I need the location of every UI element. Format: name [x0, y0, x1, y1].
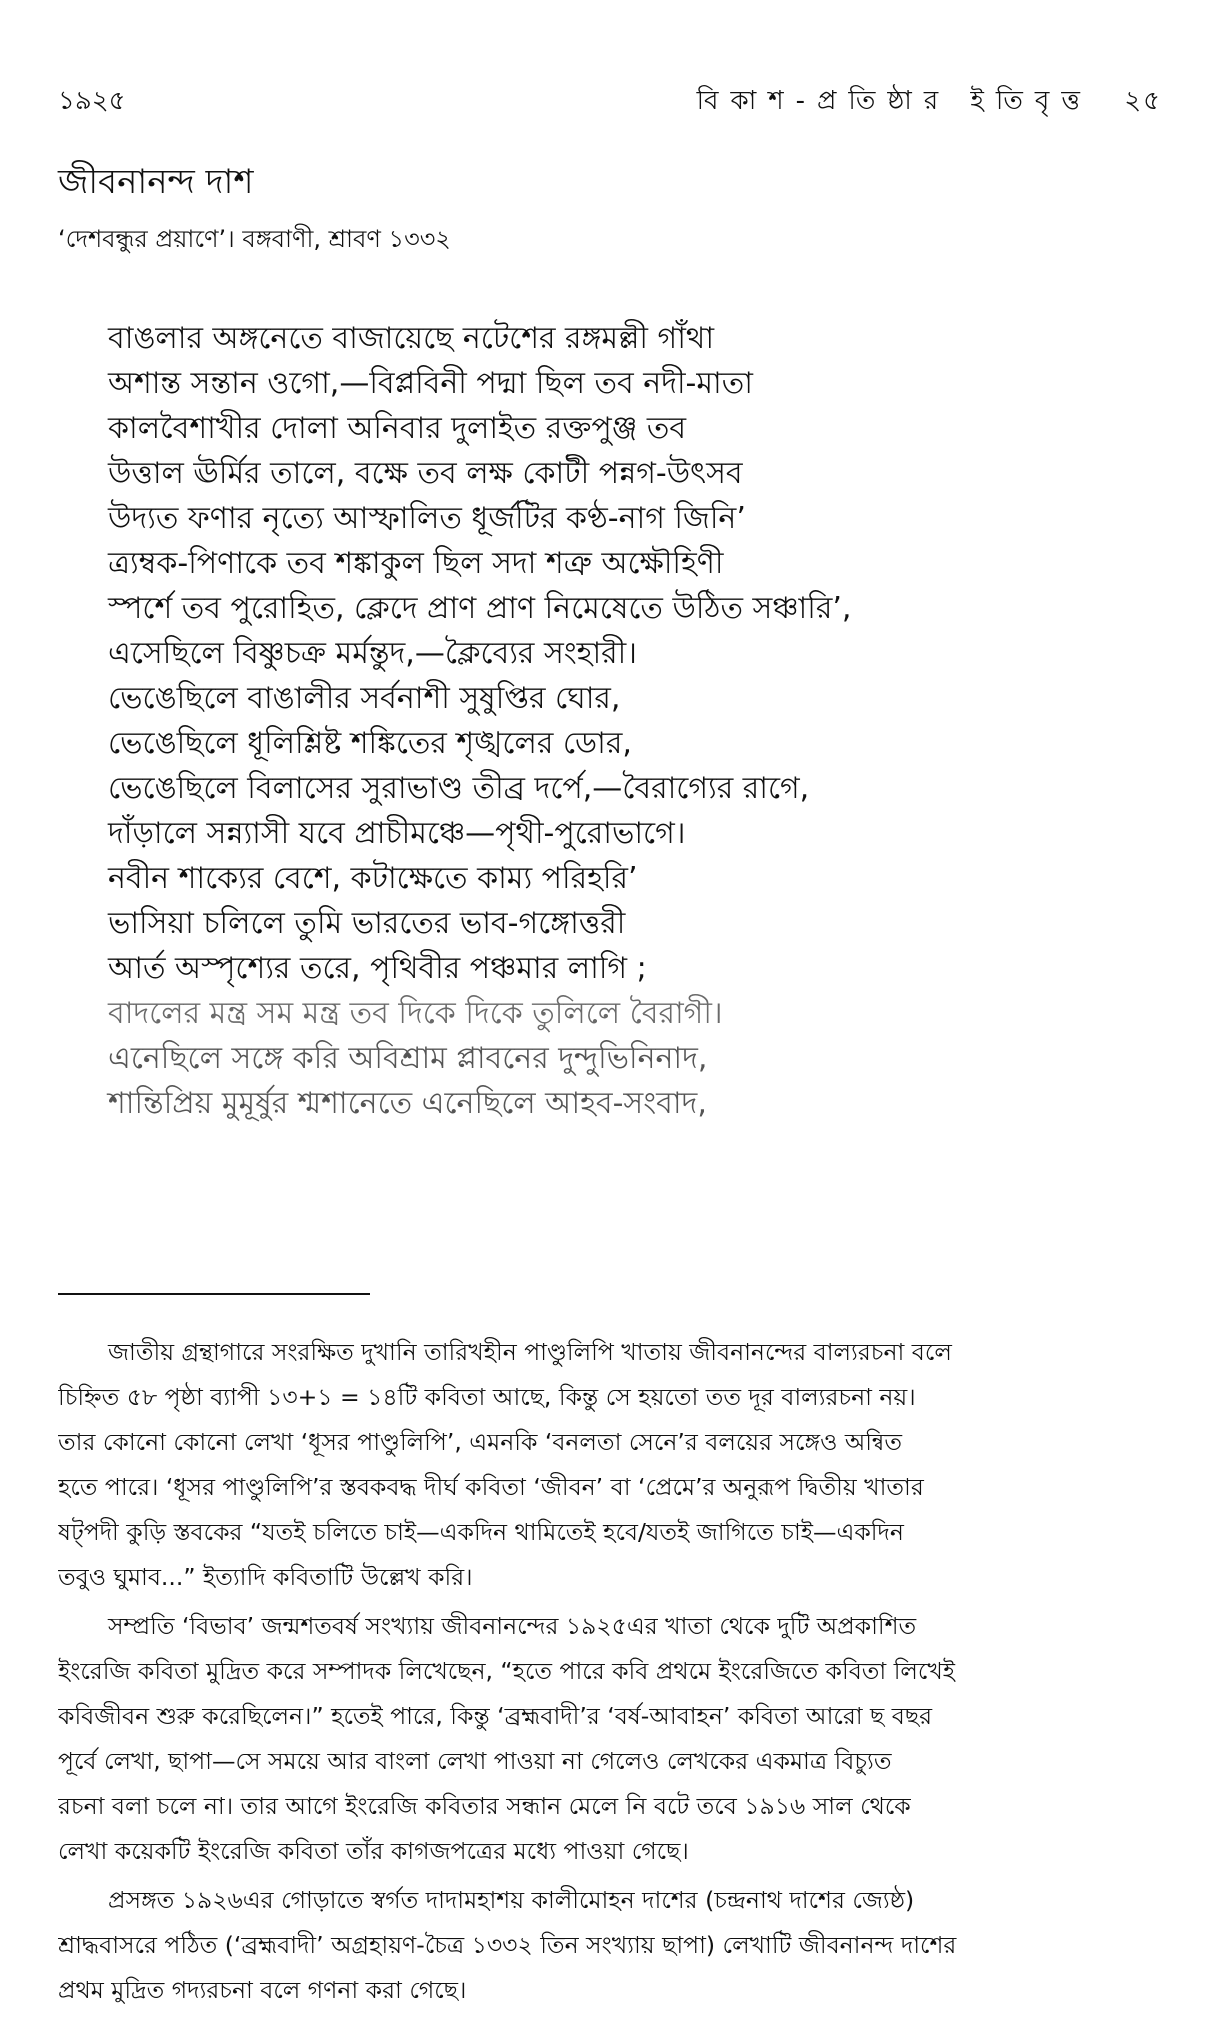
footnote-line: ইংরেজি কবিতা মুদ্রিত করে সম্পাদক লিখেছেন, “হতে পারে কবি প্রথমে ইংরেজিতে কবিতা লিখেই — [58, 1657, 956, 1685]
poem-line: শান্তিপ্রিয় মুমূর্ষুর শ্মশানেতে এনেছিলে আহব-সংবাদ, — [108, 1086, 707, 1121]
poem-line: উত্তাল ঊর্মির তালে, বক্ষে তব লক্ষ কোটী পন্নগ-উৎসব — [108, 456, 743, 491]
poem-line: এনেছিলে সঙ্গে করি অবিশ্রাম প্লাবনের দুন্দুভিনিনাদ, — [108, 1041, 708, 1076]
footnote-line: সম্প্রতি ‘বিভাব’ জন্মশতবর্ষ সংখ্যায় জীবনানন্দের ১৯২৫এর খাতা থেকে দুটি অপ্রকাশিত — [108, 1612, 917, 1640]
running-header — [58, 80, 1162, 120]
poem-line: আর্ত অস্পৃশ্যের তরে, পৃথিবীর পঞ্চমার লাগি ; — [108, 951, 647, 986]
footnote-line: তবুও ঘুমাব...” ইত্যাদি কবিতাটি উল্লেখ করি। — [58, 1563, 473, 1591]
footnote-line: লেখা কয়েকটি ইংরেজি কবিতা তাঁর কাগজপত্রের মধ্যে পাওয়া গেছে। — [58, 1837, 689, 1865]
footnote-line: কবিজীবন শুরু করেছিলেন।” হতেই পারে, কিন্তু ‘ব্রহ্মবাদী’র ‘বর্ষ-আবাহন’ কবিতা আরো ছ বছর — [58, 1702, 933, 1730]
footnote-paragraph — [58, 1604, 1158, 1874]
poem-line: নবীন শাক্যের বেশে, কটাক্ষেতে কাম্য পরিহরি’ — [108, 861, 638, 896]
header-year: ১৯২৫ — [58, 86, 126, 116]
poem-line: উদ্যত ফণার নৃত্যে আস্ফালিত ধূর্জটির কণ্ঠ-নাগ জিনি’ — [108, 501, 746, 536]
footnote-line: প্রথম মুদ্রিত গদ্যরচনা বলে গণনা করা গেছে। — [58, 1976, 467, 2004]
poem-body — [108, 316, 1108, 1126]
poem-line: কালবৈশাখীর দোলা অনিবার দুলাইত রক্তপুঞ্জ তব — [108, 411, 687, 446]
poem-line: স্পর্শে তব পুরোহিত, ক্লেদে প্রাণ প্রাণ নিমেষেতে উঠিত সঞ্চারি’, — [108, 591, 852, 626]
footnote-line: তার কোনো কোনো লেখা ‘ধূসর পাণ্ডুলিপি’, এমনকি ‘বনলতা সেনে’র বলয়ের সঙ্গেও অন্বিত — [58, 1428, 903, 1456]
footnote-separator — [58, 1293, 370, 1295]
poem-line: এসেছিলে বিষ্ণুচক্র মর্মন্তুদ,—ক্লৈব্যের সংহারী। — [108, 636, 637, 671]
footnote-line: রচনা বলা চলে না। তার আগে ইংরেজি কবিতার সন্ধান মেলে নি বটে তবে ১৯১৬ সাল থেকে — [58, 1792, 911, 1820]
poem-line: দাঁড়ালে সন্ন্যাসী যবে প্রাচীমঞ্চে—পৃথী-পুরোভাগে। — [108, 816, 686, 851]
poem-line: বাদলের মন্ত্র সম মন্ত্র তব দিকে দিকে তুলিলে বৈরাগী। — [108, 996, 723, 1031]
footnote-line: প্রসঙ্গত ১৯২৬এর গোড়াতে স্বর্গত দাদামহাশয় কালীমোহন দাশের (চন্দ্রনাথ দাশের জ্যেষ্ঠ) — [108, 1886, 915, 1914]
poem-line: অশান্ত সন্তান ওগো,—বিপ্লবিনী পদ্মা ছিল তব নদী-মাতা — [108, 366, 753, 401]
source-citation: ‘দেশবন্ধুর প্রয়াণে’। বঙ্গবাণী, শ্রাবণ ১৩৩২ — [58, 225, 451, 253]
footnote-line: জাতীয় গ্রন্থাগারে সংরক্ষিত দুখানি তারিখহীন পাণ্ডুলিপি খাতায় জীবনানন্দের বাল্যরচনা বলে — [108, 1338, 952, 1366]
poem-line: ভেঙেছিলে ধূলিশ্লিষ্ট শঙ্কিতের শৃঙ্খলের ডোর, — [108, 726, 632, 761]
footnote-line: শ্রাদ্ধবাসরে পঠিত (‘ব্রহ্মবাদী’ অগ্রহায়ণ-চৈত্র ১৩৩২ তিন সংখ্যায় ছাপা) লেখাটি জীবনানন্দ দাশের — [58, 1931, 957, 1959]
page-number: ২৫ — [1124, 86, 1162, 116]
section-title: বিকাশ-প্রতিষ্ঠার ইতিবৃত্ত — [696, 86, 1092, 116]
footnotes — [58, 1330, 1158, 2017]
footnote-line: ষট্‌পদী কুড়ি স্তবকের “যতই চলিতে চাই—একদিন থামিতেই হবে/যতই জাগিতে চাই—একদিন — [58, 1518, 904, 1546]
poem-line: বাঙলার অঙ্গনেতে বাজায়েছে নটেশের রঙ্গমল্লী গাঁথা — [108, 321, 715, 356]
poem-line: ত্র্যম্বক-পিণাকে তব শঙ্কাকুল ছিল সদা শত্রু অক্ষৌহিণী — [108, 546, 724, 581]
footnote-line: পূর্বে লেখা, ছাপা—সে সময়ে আর বাংলা লেখা পাওয়া না গেলেও লেখকের একমাত্র বিচ্যুত — [58, 1747, 892, 1775]
footnote-line: চিহ্নিত ৫৮ পৃষ্ঠা ব্যাপী ১৩+১ = ১৪টি কবিতা আছে, কিন্তু সে হয়তো তত দূর বাল্যরচনা নয়। — [58, 1383, 916, 1411]
poem-line: ভেঙেছিলে বাঙালীর সর্বনাশী সুষুপ্তির ঘোর, — [108, 681, 621, 716]
author-name: জীবনানন্দ দাশ — [58, 162, 254, 202]
footnote-line: হতে পারে। ‘ধূসর পাণ্ডুলিপি’র স্তবকবদ্ধ দীর্ঘ কবিতা ‘জীবন’ বা ‘প্রেমে’র অনুরূপ দ্বিতীয় খাতার — [58, 1473, 924, 1501]
header-section — [697, 80, 1162, 124]
footnote-paragraph — [58, 1878, 1158, 2013]
poem-line: ভাসিয়া চলিলে তুমি ভারতের ভাব-গঙ্গোত্তরী — [108, 906, 626, 941]
poem-line: ভেঙেছিলে বিলাসের সুরাভাণ্ড তীব্র দর্পে,—বৈরাগ্যের রাগে, — [108, 771, 810, 806]
footnote-paragraph — [58, 1330, 1158, 1600]
